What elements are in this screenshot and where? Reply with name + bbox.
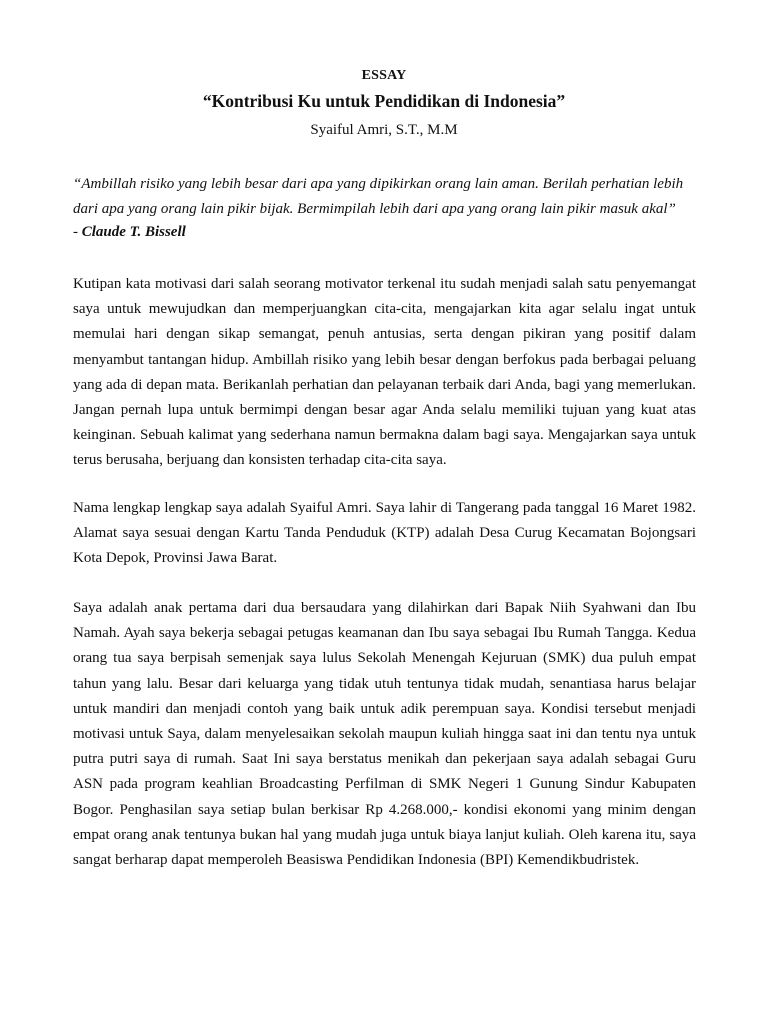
essay-title: “Kontribusi Ku untuk Pendidikan di Indonesia” bbox=[202, 91, 566, 111]
document-label: ESSAY bbox=[361, 68, 407, 83]
attribution-name: Claude T. Bissell bbox=[81, 224, 186, 240]
paragraph-family: Saya adalah anak pertama dari dua bersaudara yang dilahirkan dari Bapak Niih Syahwani dan Ibu Namah. Ayah saya bekerja sebagai petugas keamanan dan Ibu saya sebagai Ibu Rumah Tangga. Kedua orang tua saya berpisah semenjak saya lulus Sekolah Menengah Kejuruan (SMK) dua puluh empat tahun yang lalu. Besar dari keluarga yang tidak utuh tentunya tidak mudah, senantiasa harus belajar untuk mandiri dan menjadi contoh yang baik untuk adik perempuan saya. Kondisi tersebut menjadi motivasi untuk Saya, dalam menyelesaikan sekolah maupun kuliah hingga saat ini dan tentu nya untuk putra putri saya di rumah. Saat Ini saya berstatus menikah dan pekerjaan saya adalah sebagai Guru ASN pada program keahlian Broadcasting Perfilman di SMK Negeri 1 Gunung Sindur Kabupaten Bogor. Penghasilan saya setiap bulan berkisar Rp 4.268.000,- kondisi ekonomi yang minim dengan empat orang anak tentunya bukan hal yang mudah juga untuk biaya lanjut kuliah. Oleh karena itu, saya sangat berharap dapat memperoleh Beasiswa Pendidikan Indonesia (BPI) Kemendikbudristek. bbox=[73, 600, 696, 869]
quote-attribution bbox=[73, 222, 186, 242]
opening-quote: “Ambillah risiko yang lebih besar dari apa yang dipikirkan orang lain aman. Berilah perhatian lebih dari apa yang orang lain pikir bijak. Bermimpilah lebih dari apa yang orang lain pikir masuk akal” bbox=[73, 176, 684, 217]
paragraph-identity: Nama lengkap lengkap saya adalah Syaiful Amri. Saya lahir di Tangerang pada tanggal 16 Maret 1982. Alamat saya sesuai dengan Kartu Tanda Penduduk (KTP) adalah Desa Curug Kecamatan Bojongsari Kota Depok, Provinsi Jawa Barat. bbox=[73, 500, 696, 567]
paragraph-motivation: Kutipan kata motivasi dari salah seorang motivator terkenal itu sudah menjadi salah satu penyemangat saya untuk mewujudkan dan memperjuangkan cita-cita, mengajarkan kita agar selalu ingat untuk memulai hari dengan sikap semangat, penuh antusias, serta dengan pikiran yang positif dalam menyambut tantangan hidup. Ambillah risiko yang lebih besar dengan berfokus pada berbagai peluang yang ada di depan mata. Berikanlah perhatian dan pelayanan terbaik dari Anda, bagi yang memerlukan. Jangan pernah lupa untuk bermimpi dengan besar agar Anda selalu memiliki tujuan yang kuat atas keinginan. Sebuah kalimat yang sederhana namun bermakna dalam bagi saya. Mengajarkan saya untuk terus berusaha, berjuang dan konsisten terhadap cita-cita saya. bbox=[73, 276, 696, 469]
attribution-dash: - bbox=[73, 224, 82, 240]
essay-author: Syaiful Amri, S.T., M.M bbox=[310, 122, 458, 138]
